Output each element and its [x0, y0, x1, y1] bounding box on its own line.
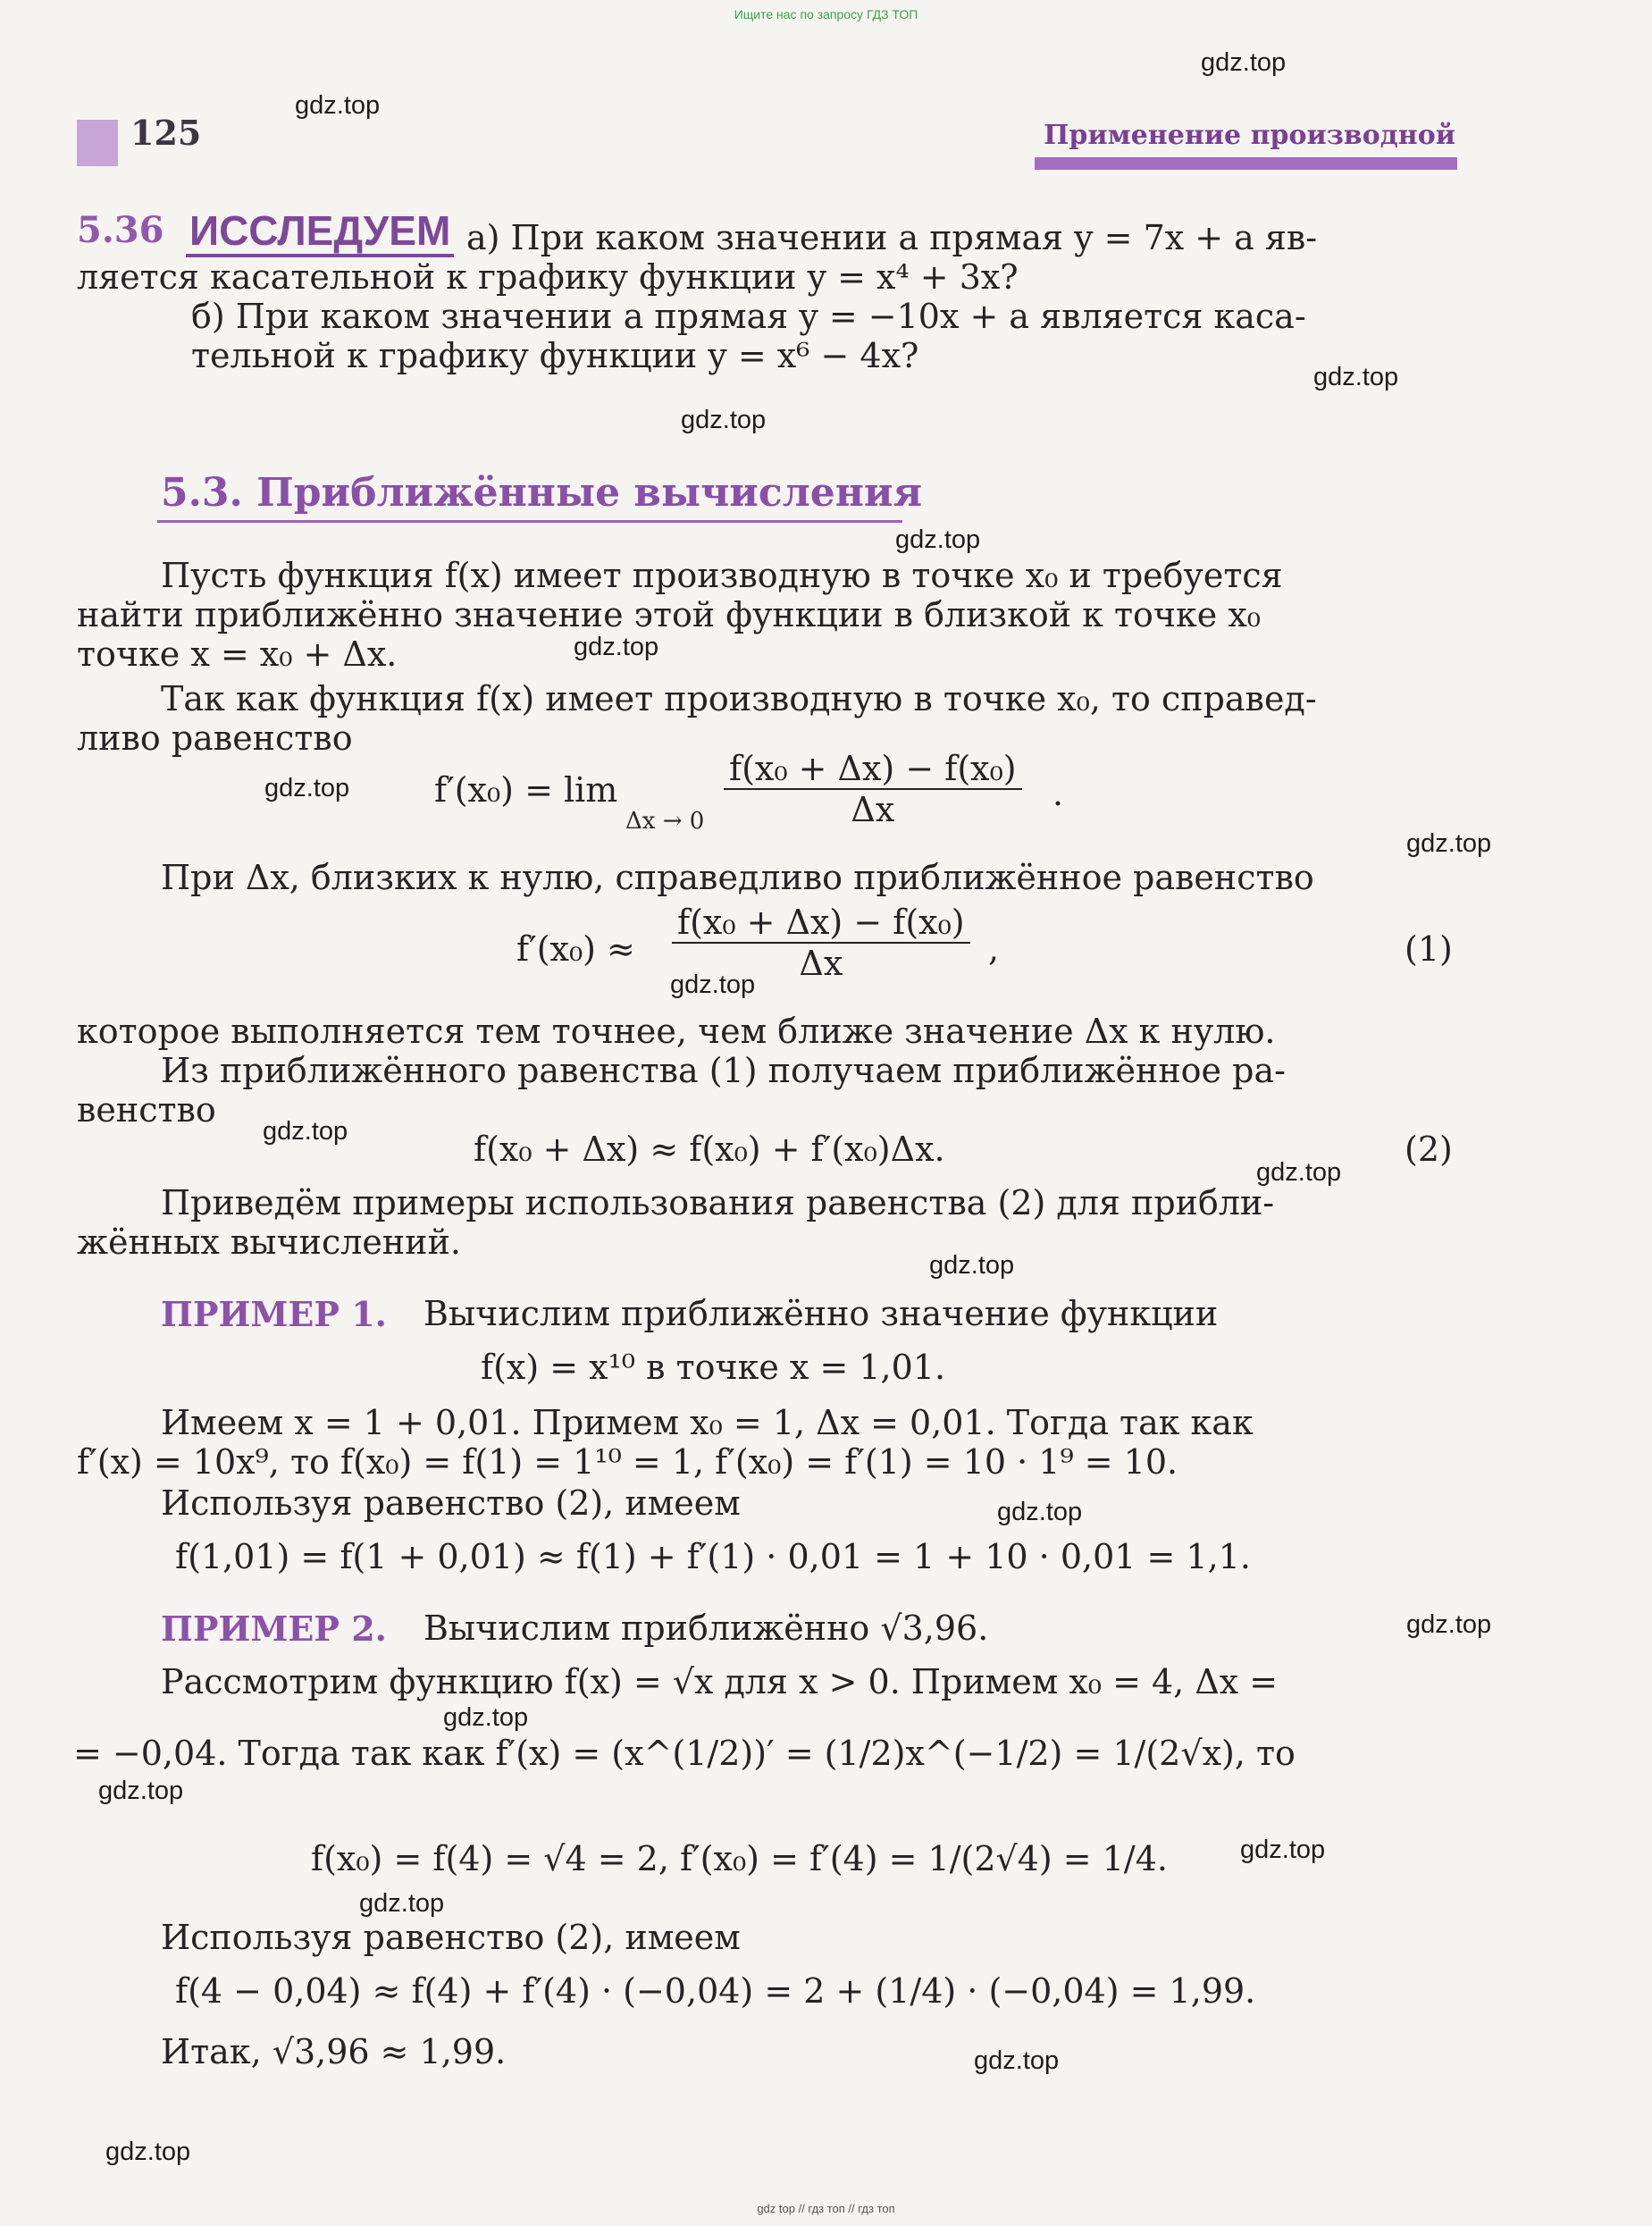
example-line: f(x) = x¹⁰ в точке x = 1,01.	[481, 1348, 946, 1387]
approx-lhs: f′(x₀) ≈	[516, 929, 635, 969]
watermark: gdz.top	[1256, 1158, 1342, 1187]
problem-line: тельной к графику функции y = x⁶ − 4x?	[191, 336, 919, 375]
watermark: gdz.top	[997, 1498, 1083, 1526]
example-line: Вычислим приближённо √3,96.	[423, 1609, 989, 1648]
watermark: gdz.top	[264, 774, 350, 802]
watermark: gdz.top	[574, 633, 659, 661]
paragraph-line: Так как функция f(x) имеет производную в точке x₀, то справед-	[161, 679, 1317, 718]
equation-number-2: (2)	[1405, 1130, 1453, 1169]
section-rule	[157, 520, 902, 523]
paragraph-line: жённых вычислений.	[77, 1222, 461, 1262]
problem-line: б) При каком значении a прямая y = −10x + a является каса-	[191, 297, 1306, 336]
example-line: Рассмотрим функцию f(x) = √x для x > 0. Примем x₀ = 4, Δx =	[161, 1662, 1279, 1701]
quotient-denominator: Δx	[799, 944, 843, 983]
example-line: f(1,01) = f(1 + 0,01) ≈ f(1) + f′(1) · 0,01 = 1 + 10 · 0,01 = 1,1.	[175, 1537, 1251, 1576]
watermark: gdz.top	[1406, 1610, 1492, 1639]
punctuation: .	[1052, 774, 1064, 813]
example-line: f′(x) = 10x⁹, то f(x₀) = f(1) = 1¹⁰ = 1, f′(x₀) = f′(1) = 10 · 1⁹ = 10.	[77, 1442, 1178, 1482]
example-line: Итак, √3,96 ≈ 1,99.	[161, 2032, 507, 2071]
example-line: = −0,04. Тогда так как f′(x) = (x^(1/2))′ = (1/2)x^(−1/2) = 1/(2√x), то	[73, 1734, 1296, 1773]
example-line: f(4 − 0,04) ≈ f(4) + f′(4) · (−0,04) = 2 + (1/4) · (−0,04) = 1,99.	[175, 1971, 1256, 2011]
watermark: gdz.top	[359, 1889, 445, 1918]
paragraph-line: найти приближённо значение этой функции в близкой к точке x₀	[77, 595, 1262, 634]
quotient-numerator: f(x₀ + Δx) − f(x₀)	[672, 903, 970, 944]
equation-number-1: (1)	[1405, 929, 1453, 969]
watermark: gdz.top	[974, 2046, 1060, 2075]
paragraph-line: ливо равенство	[77, 718, 353, 758]
running-title: Применение производной	[1044, 120, 1455, 151]
example-line: Имеем x = 1 + 0,01. Примем x₀ = 1, Δx = 0,01. Тогда так как	[161, 1403, 1254, 1442]
watermark: gdz.top	[1406, 829, 1492, 858]
header-underline	[1035, 157, 1457, 170]
problem-number: 5.36	[77, 209, 164, 251]
watermark: gdz.top	[895, 525, 981, 554]
paragraph-line: Приведём примеры использования равенства (2) для прибли-	[161, 1183, 1275, 1222]
paragraph-line: точке x = x₀ + Δx.	[77, 634, 398, 674]
example-line: f(x₀) = f(4) = √4 = 2, f′(x₀) = f′(4) = 1/(2√4) = 1/4.	[311, 1839, 1168, 1878]
example-line: Вычислим приближённо значение функции	[423, 1294, 1219, 1333]
watermark: gdz.top	[929, 1251, 1015, 1280]
paragraph-line: которое выполняется тем точнее, чем ближе значение Δx к нулю.	[77, 1012, 1276, 1051]
example-2-label: ПРИМЕР 2.	[161, 1609, 387, 1649]
difference-quotient	[724, 749, 1022, 829]
limit-subscript: Δx → 0	[625, 808, 705, 835]
watermark: gdz.top	[263, 1117, 348, 1146]
watermark: gdz.top	[681, 406, 767, 434]
section-title: 5.3. Приближённые вычисления	[161, 470, 923, 516]
top-note: Ищите нас по запросу ГДЗ ТОП	[734, 7, 918, 21]
paragraph-line: Из приближённого равенства (1) получаем приближённое ра-	[161, 1051, 1286, 1090]
quotient-denominator: Δx	[851, 790, 895, 829]
page-number: 125	[130, 113, 202, 153]
paragraph-line: венство	[77, 1090, 216, 1130]
problem-line: а) При каком значении a прямая y = 7x + a яв-	[466, 218, 1318, 257]
watermark: gdz.top	[1313, 363, 1399, 391]
watermark: gdz.top	[443, 1703, 529, 1732]
watermark: gdz.top	[105, 2138, 191, 2166]
page-corner-marker	[77, 120, 118, 166]
punctuation: ,	[988, 929, 1000, 969]
watermark: gdz.top	[1240, 1835, 1326, 1864]
paragraph-line: Пусть функция f(x) имеет производную в точке x₀ и требуется	[161, 556, 1283, 595]
paragraph-line: При Δx, близких к нулю, справедливо приближённое равенство	[161, 858, 1314, 897]
derivative-limit-lhs: f′(x₀) = lim	[434, 770, 618, 810]
watermark: gdz.top	[670, 970, 756, 999]
problem-badge: ИССЛЕДУЕМ	[186, 207, 454, 257]
problem-line: ляется касательной к графику функции y = x⁴ + 3x?	[77, 257, 1019, 297]
example-1-label: ПРИМЕР 1.	[161, 1294, 387, 1334]
example-line: Используя равенство (2), имеем	[161, 1483, 741, 1523]
equation-2: f(x₀ + Δx) ≈ f(x₀) + f′(x₀)Δx.	[474, 1130, 945, 1169]
watermark: gdz.top	[295, 91, 381, 120]
example-line: Используя равенство (2), имеем	[161, 1918, 741, 1957]
quotient-numerator: f(x₀ + Δx) − f(x₀)	[724, 749, 1022, 790]
bottom-note: gdz top // гдз топ // гдз топ	[757, 2202, 895, 2215]
watermark: gdz.top	[98, 1777, 184, 1805]
watermark: gdz.top	[1201, 48, 1287, 77]
